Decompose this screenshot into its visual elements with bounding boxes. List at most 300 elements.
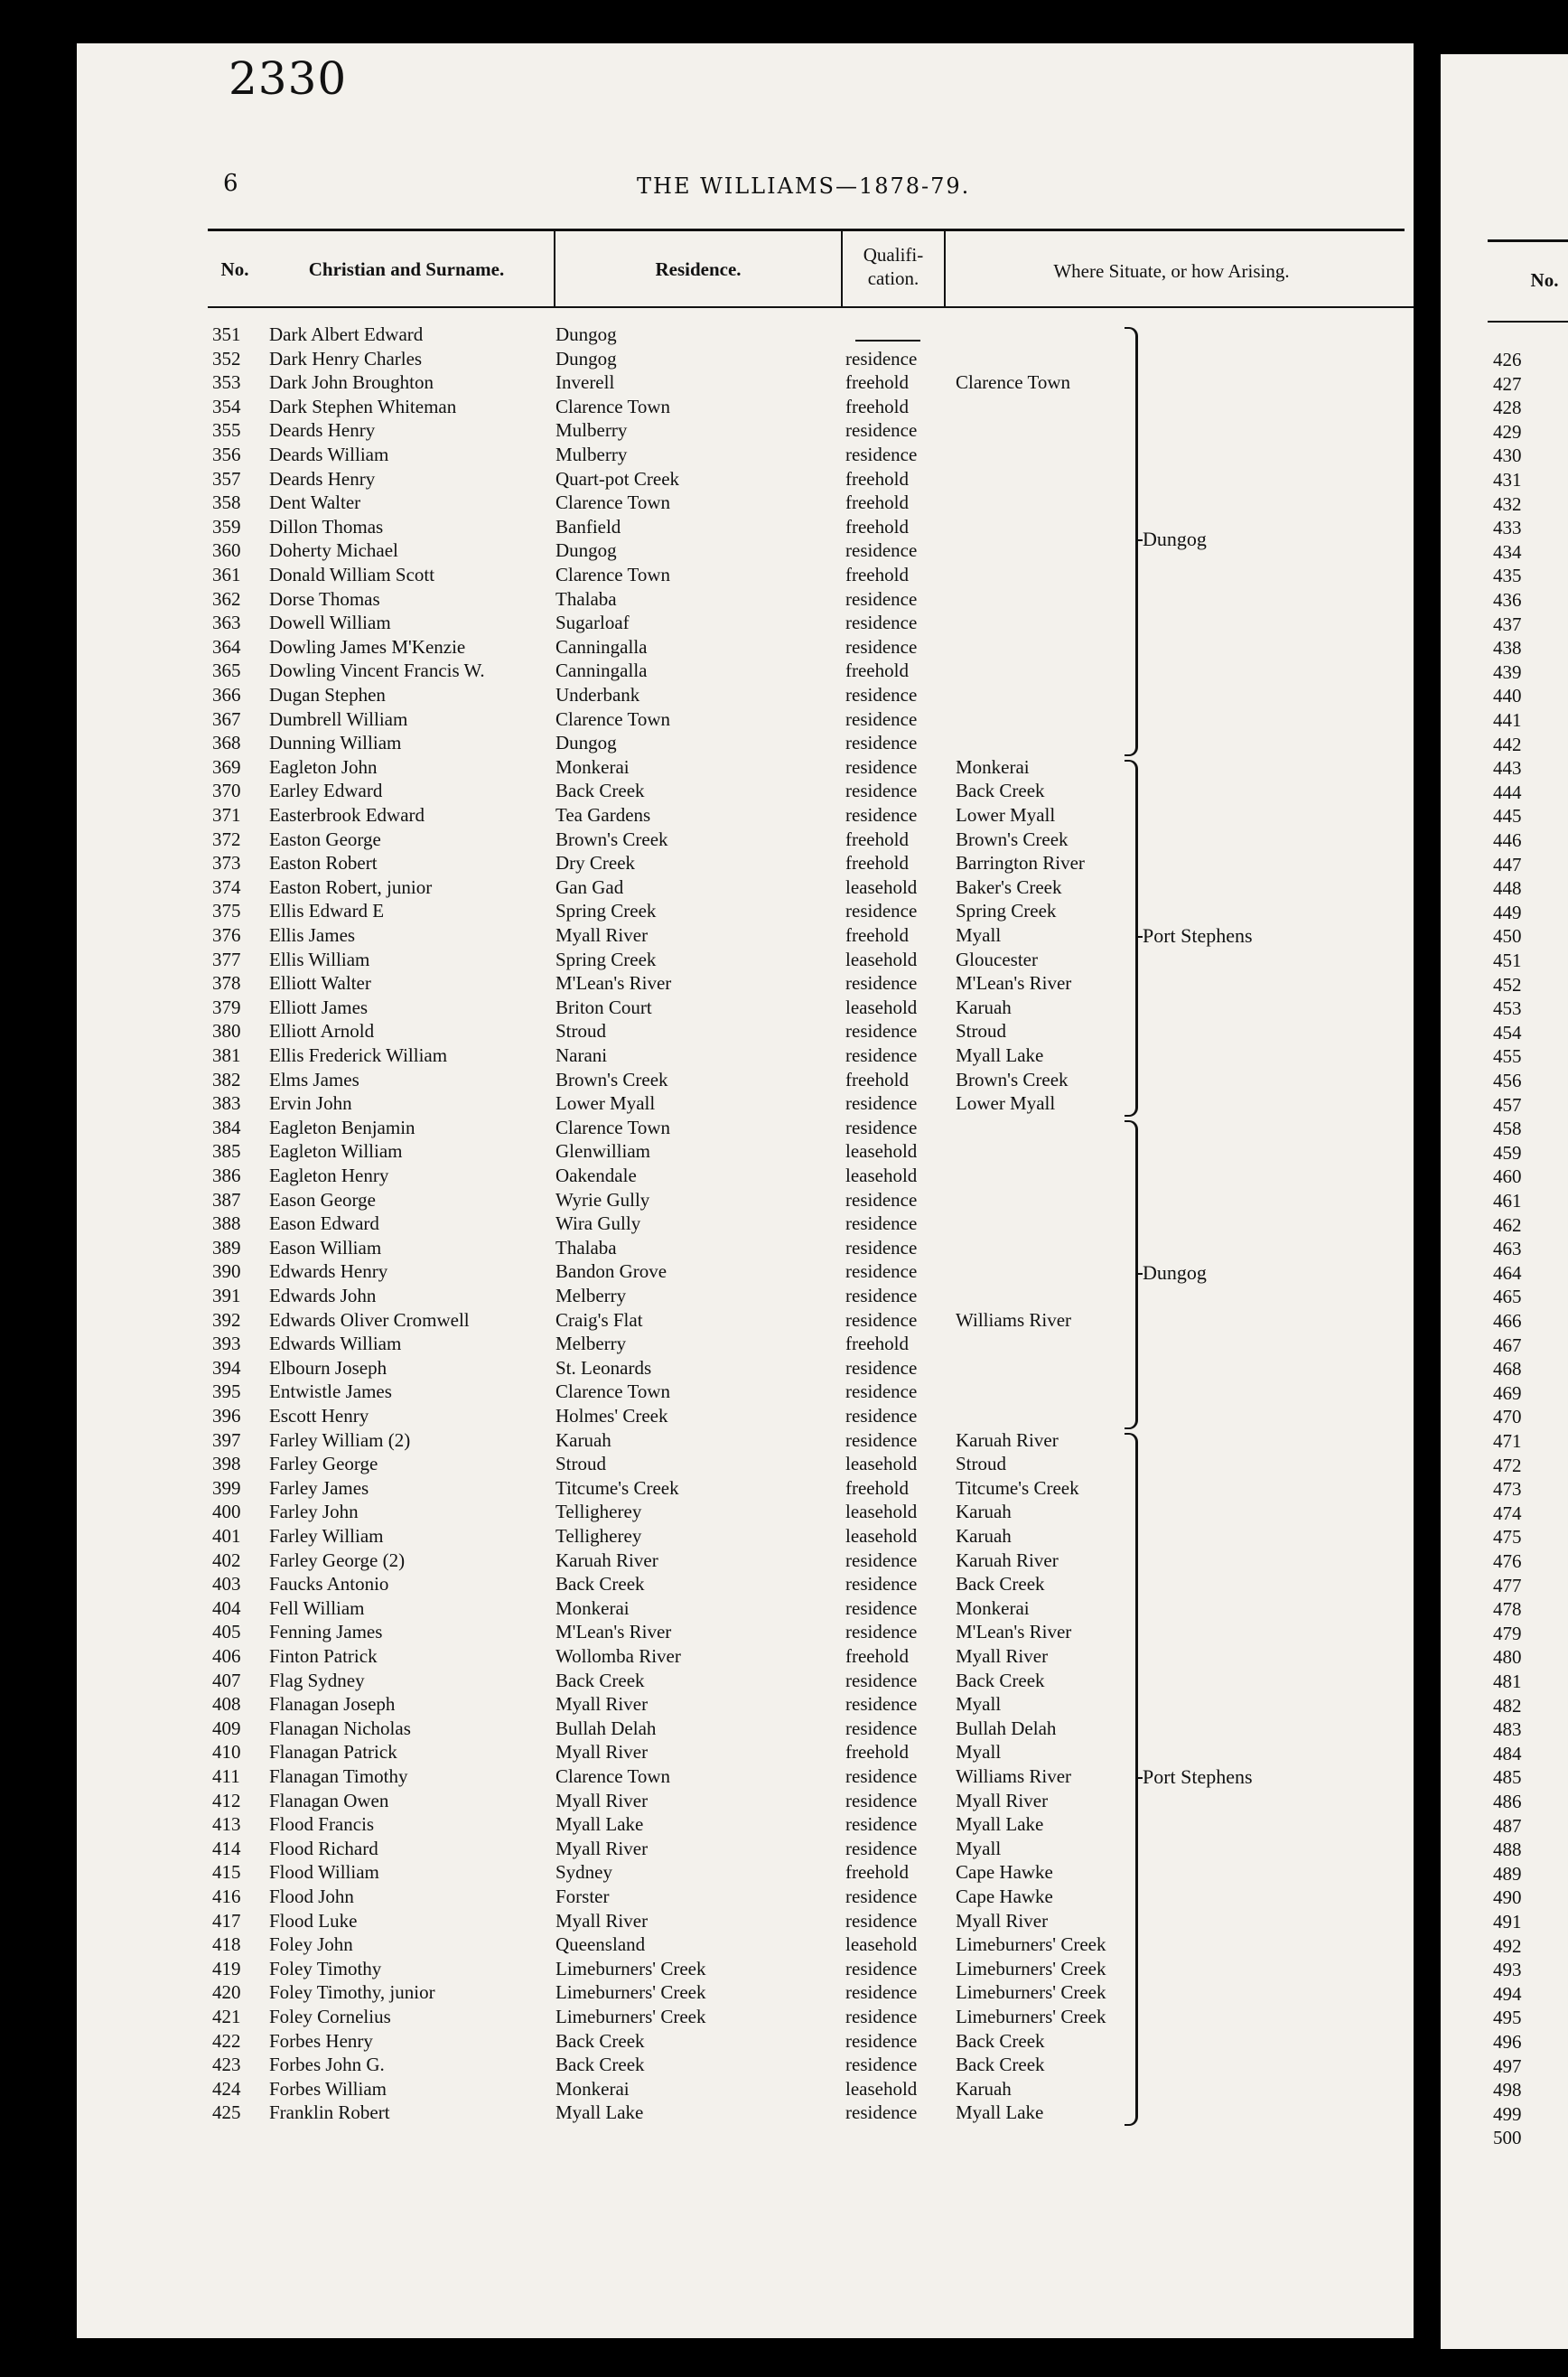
entry-where-situate: Lower Myall bbox=[956, 804, 1056, 826]
entry-name: Edwards Henry bbox=[269, 1260, 388, 1283]
entry-name: Flanagan Timothy bbox=[269, 1765, 408, 1787]
entry-where-situate: Back Creek bbox=[956, 2029, 1045, 2052]
entry-number: 389 bbox=[212, 1236, 241, 1259]
entry-name: Foley Timothy, junior bbox=[269, 1981, 435, 2004]
entry-name: Deards Henry bbox=[269, 419, 376, 442]
entry-number: 351 bbox=[212, 323, 241, 345]
entry-qualification: residence bbox=[845, 1813, 918, 1836]
entry-residence: Back Creek bbox=[555, 2054, 645, 2076]
entry-where-situate: Lower Myall bbox=[956, 1092, 1056, 1115]
right-entry-number: 430 bbox=[1493, 445, 1522, 467]
entry-qualification: leasehold bbox=[845, 1140, 918, 1163]
entry-number: 422 bbox=[212, 2029, 241, 2052]
entry-qualification: leasehold bbox=[845, 1525, 918, 1547]
entry-name: Farley William (2) bbox=[269, 1428, 411, 1451]
entry-residence: Mulberry bbox=[555, 444, 628, 465]
entry-qualification: residence bbox=[845, 539, 918, 562]
entry-residence: Stroud bbox=[555, 1020, 607, 1043]
entry-where-situate: Myall Lake bbox=[956, 2101, 1044, 2124]
entry-residence: Quart-pot Creek bbox=[555, 467, 680, 490]
entry-where-situate: Myall River bbox=[956, 1909, 1049, 1932]
right-entry-number: 447 bbox=[1493, 853, 1522, 875]
column-header-qualification-1: Qualifi- bbox=[863, 244, 924, 266]
entry-where-situate: Myall bbox=[956, 1837, 1002, 1859]
entry-qualification: residence bbox=[845, 1116, 918, 1138]
entry-where-situate: Williams River bbox=[956, 1765, 1072, 1787]
entry-number: 412 bbox=[212, 1789, 241, 1811]
right-entry-number: 455 bbox=[1493, 1045, 1522, 1068]
entry-qualification: leasehold bbox=[845, 1165, 918, 1186]
entry-residence: Thalaba bbox=[555, 587, 617, 610]
entry-qualification: freehold bbox=[845, 491, 909, 514]
entry-name: Ellis Frederick William bbox=[269, 1044, 448, 1066]
right-entry-number: 491 bbox=[1493, 1911, 1522, 1932]
entry-where-situate: Titcume's Creek bbox=[956, 1476, 1079, 1499]
entry-number: 411 bbox=[212, 1765, 240, 1787]
entry-where-situate: Spring Creek bbox=[956, 900, 1057, 922]
entry-number: 407 bbox=[212, 1669, 241, 1691]
right-entry-number: 500 bbox=[1493, 2127, 1522, 2149]
entry-number: 370 bbox=[212, 780, 241, 802]
entry-name: Dorse Thomas bbox=[269, 587, 380, 610]
entry-residence: Bandon Grove bbox=[555, 1260, 667, 1283]
right-entry-number: 434 bbox=[1493, 540, 1522, 563]
entry-name: Dark John Broughton bbox=[269, 371, 434, 394]
entry-name: Forbes Henry bbox=[269, 2029, 373, 2052]
entry-number: 406 bbox=[212, 1645, 241, 1667]
entry-name: Donald William Scott bbox=[269, 564, 435, 585]
entry-residence: Myall River bbox=[555, 1789, 649, 1811]
entry-where-situate: Back Creek bbox=[956, 1669, 1045, 1691]
entry-residence: Stroud bbox=[555, 1453, 607, 1475]
entry-name: Flanagan Joseph bbox=[269, 1693, 396, 1716]
entry-residence: Forster bbox=[555, 1886, 610, 1907]
entry-qualification: residence bbox=[845, 1212, 918, 1235]
entry-residence: Clarence Town bbox=[555, 491, 671, 514]
entry-qualification: residence bbox=[845, 1549, 918, 1571]
right-entry-number: 432 bbox=[1493, 492, 1522, 515]
entry-where-situate: Monkerai bbox=[956, 755, 1030, 778]
right-entry-number: 482 bbox=[1493, 1694, 1522, 1717]
entry-name: Escott Henry bbox=[269, 1405, 369, 1427]
entry-residence: Sugarloaf bbox=[555, 612, 630, 634]
group-bracket bbox=[1125, 1120, 1138, 1429]
entry-name: Ellis William bbox=[269, 948, 370, 970]
right-entry-number: 488 bbox=[1493, 1839, 1522, 1861]
entry-number: 417 bbox=[212, 1909, 241, 1932]
entry-number: 403 bbox=[212, 1573, 241, 1596]
right-entry-number: 426 bbox=[1493, 349, 1522, 370]
entry-number: 379 bbox=[212, 996, 241, 1018]
right-entry-number: 481 bbox=[1493, 1670, 1522, 1692]
entry-name: Dark Henry Charles bbox=[269, 347, 423, 370]
right-entry-number: 483 bbox=[1493, 1718, 1522, 1741]
entry-number: 362 bbox=[212, 587, 241, 610]
group-label: Port Stephens bbox=[1143, 924, 1253, 948]
entry-residence: Briton Court bbox=[555, 996, 652, 1018]
entry-qualification: residence bbox=[845, 1092, 918, 1115]
entry-residence: Karuah bbox=[555, 1428, 611, 1451]
entry-qualification: leasehold bbox=[845, 875, 918, 898]
entry-name: Ellis James bbox=[269, 924, 356, 946]
entry-number: 382 bbox=[212, 1068, 241, 1090]
right-entry-number: 458 bbox=[1493, 1118, 1522, 1140]
entry-name: Farley William bbox=[269, 1525, 384, 1547]
entry-name: Foley Cornelius bbox=[269, 2006, 391, 2027]
right-entry-number: 498 bbox=[1493, 2079, 1522, 2101]
entry-where-situate: Karuah bbox=[956, 2077, 1012, 2100]
entry-where-situate: Myall Lake bbox=[956, 1813, 1044, 1836]
right-entry-number: 433 bbox=[1493, 517, 1522, 539]
entry-name: Elbourn Joseph bbox=[269, 1356, 387, 1379]
group-label: Dungog bbox=[1143, 528, 1207, 551]
entry-number: 365 bbox=[212, 660, 241, 682]
entry-qualification: residence bbox=[845, 1356, 918, 1379]
right-entry-number: 431 bbox=[1493, 469, 1522, 491]
entry-qualification: residence bbox=[845, 1380, 918, 1403]
table-top-rule bbox=[208, 229, 1405, 231]
right-entry-number: 435 bbox=[1493, 565, 1522, 587]
entry-name: Franklin Robert bbox=[269, 2101, 390, 2124]
entry-number: 353 bbox=[212, 371, 241, 394]
entry-name: Eagleton Henry bbox=[269, 1165, 389, 1186]
entry-name: Easton Robert, junior bbox=[269, 875, 433, 898]
column-header-qualification-2: cation. bbox=[867, 267, 919, 289]
entry-residence: Back Creek bbox=[555, 2029, 645, 2052]
entry-name: Dunning William bbox=[269, 732, 402, 754]
entry-name: Foley Timothy bbox=[269, 1957, 382, 1979]
right-entry-number: 490 bbox=[1493, 1886, 1522, 1909]
entry-qualification: residence bbox=[845, 1837, 918, 1859]
entry-qualification: residence bbox=[845, 1886, 918, 1907]
entry-qualification: residence bbox=[845, 1405, 918, 1427]
entry-qualification: residence bbox=[845, 1596, 918, 1619]
entry-qualification: freehold bbox=[845, 1645, 909, 1667]
entry-where-situate: Stroud bbox=[956, 1453, 1007, 1475]
entry-qualification: residence bbox=[845, 1981, 918, 2004]
entry-qualification: residence bbox=[845, 2101, 918, 2124]
entry-qualification: residence bbox=[845, 1621, 918, 1643]
entry-qualification: residence bbox=[845, 1693, 918, 1716]
right-entry-number: 489 bbox=[1493, 1862, 1522, 1885]
entry-qualification: residence bbox=[845, 419, 918, 442]
right-entry-number: 466 bbox=[1493, 1310, 1522, 1332]
entry-qualification: residence bbox=[845, 444, 918, 465]
entry-name: Forbes William bbox=[269, 2077, 387, 2100]
entry-residence: Limeburners' Creek bbox=[555, 2006, 706, 2027]
entry-residence: Mulberry bbox=[555, 419, 628, 442]
entry-where-situate: Karuah bbox=[956, 996, 1012, 1018]
right-entry-number: 484 bbox=[1493, 1742, 1522, 1764]
entry-residence: Underbank bbox=[555, 684, 640, 706]
entry-name: Flanagan Patrick bbox=[269, 1741, 397, 1764]
entry-name: Dowling James M'Kenzie bbox=[269, 635, 466, 658]
manuscript-number: 2330 bbox=[229, 52, 348, 105]
entry-number: 425 bbox=[212, 2101, 241, 2124]
entry-qualification: freehold bbox=[845, 1861, 909, 1884]
right-entry-number: 477 bbox=[1493, 1574, 1522, 1596]
entry-residence: Monkerai bbox=[555, 1596, 630, 1619]
entry-residence: Narani bbox=[555, 1044, 608, 1066]
entry-name: Eagleton John bbox=[269, 755, 378, 778]
entry-residence: Dungog bbox=[555, 347, 617, 370]
entry-qualification: residence bbox=[845, 1020, 918, 1043]
right-entry-number: 439 bbox=[1493, 660, 1522, 683]
entry-name: Dark Stephen Whiteman bbox=[269, 395, 457, 417]
right-entry-number: 453 bbox=[1493, 997, 1522, 1020]
entry-residence: Tea Gardens bbox=[555, 804, 651, 826]
entry-name: Flood Richard bbox=[269, 1837, 378, 1859]
entry-number: 380 bbox=[212, 1020, 241, 1043]
right-entry-number: 499 bbox=[1493, 2102, 1522, 2125]
entry-number: 378 bbox=[212, 972, 241, 995]
entry-residence: Telligherey bbox=[555, 1525, 642, 1547]
entry-qualification: leasehold bbox=[845, 1501, 918, 1523]
entry-name: Flanagan Nicholas bbox=[269, 1717, 411, 1739]
entry-residence: Back Creek bbox=[555, 1669, 645, 1691]
column-header-no: No. bbox=[220, 258, 249, 280]
entry-name: Finton Patrick bbox=[269, 1645, 378, 1667]
entry-number: 384 bbox=[212, 1116, 241, 1138]
group-bracket-point bbox=[1135, 539, 1143, 541]
right-entry-number: 465 bbox=[1493, 1286, 1522, 1308]
right-entry-number: 486 bbox=[1493, 1791, 1522, 1812]
entry-name: Fenning James bbox=[269, 1621, 383, 1643]
right-entry-number: 448 bbox=[1493, 877, 1522, 900]
entry-number: 372 bbox=[212, 828, 241, 850]
right-entry-number: 464 bbox=[1493, 1261, 1522, 1284]
group-bracket bbox=[1125, 327, 1138, 756]
entry-residence: Dungog bbox=[555, 539, 617, 562]
entry-where-situate: Myall River bbox=[956, 1645, 1049, 1667]
entry-where-situate: Karuah bbox=[956, 1501, 1012, 1523]
entry-residence: Glenwilliam bbox=[555, 1140, 650, 1163]
entry-qualification: freehold bbox=[845, 395, 909, 417]
right-entry-number: 495 bbox=[1493, 2007, 1522, 2029]
entry-qualification: residence bbox=[845, 900, 918, 922]
entry-qualification: freehold bbox=[845, 371, 909, 394]
entry-number: 367 bbox=[212, 707, 241, 730]
entry-residence: Back Creek bbox=[555, 1573, 645, 1596]
entry-number: 418 bbox=[212, 1933, 241, 1956]
column-header-name: Christian and Surname. bbox=[308, 258, 505, 280]
entry-residence: Dungog bbox=[555, 732, 617, 754]
entry-qualification: residence bbox=[845, 612, 918, 634]
entry-qualification: freehold bbox=[845, 1333, 909, 1355]
entry-residence: Holmes' Creek bbox=[555, 1405, 668, 1427]
entry-number: 364 bbox=[212, 635, 241, 658]
entry-qualification: residence bbox=[845, 684, 918, 706]
entry-number: 374 bbox=[212, 875, 241, 898]
entry-qualification: residence bbox=[845, 1188, 918, 1211]
entry-number: 369 bbox=[212, 755, 241, 778]
right-entry-number: 428 bbox=[1493, 397, 1522, 419]
entry-number: 371 bbox=[212, 804, 241, 826]
entry-residence: Dry Creek bbox=[555, 852, 636, 875]
entry-number: 381 bbox=[212, 1044, 241, 1066]
entry-number: 409 bbox=[212, 1717, 241, 1739]
entry-name: Easterbrook Edward bbox=[269, 804, 425, 826]
entry-number: 399 bbox=[212, 1476, 241, 1499]
entry-number: 359 bbox=[212, 515, 241, 538]
entry-where-situate: Brown's Creek bbox=[956, 1068, 1069, 1090]
entry-name: Ervin John bbox=[269, 1092, 352, 1115]
entry-residence: St. Leonards bbox=[555, 1356, 652, 1379]
right-entry-number: 474 bbox=[1493, 1502, 1522, 1524]
entry-residence: M'Lean's River bbox=[555, 972, 672, 995]
entry-qualification: residence bbox=[845, 732, 918, 754]
right-entry-number: 427 bbox=[1493, 372, 1522, 395]
entry-number: 423 bbox=[212, 2054, 241, 2076]
entry-name: Easton Robert bbox=[269, 852, 378, 875]
entry-residence: Dungog bbox=[555, 323, 617, 345]
right-entry-number: 468 bbox=[1493, 1358, 1522, 1380]
entry-number: 405 bbox=[212, 1621, 241, 1643]
entry-qualification: freehold bbox=[845, 660, 909, 682]
entry-where-situate: Gloucester bbox=[956, 948, 1038, 970]
page-number: 6 bbox=[223, 170, 238, 197]
entry-residence: Clarence Town bbox=[555, 1116, 671, 1138]
entry-number: 376 bbox=[212, 924, 241, 946]
right-entry-number: 479 bbox=[1493, 1622, 1522, 1644]
entry-residence: Queensland bbox=[555, 1933, 646, 1956]
entry-number: 416 bbox=[212, 1886, 241, 1907]
entry-residence: Titcume's Creek bbox=[555, 1476, 679, 1499]
entry-where-situate: Back Creek bbox=[956, 1573, 1045, 1596]
entry-where-situate: Stroud bbox=[956, 1020, 1007, 1043]
entry-qualification: leasehold bbox=[845, 1453, 918, 1475]
entry-qualification: freehold bbox=[845, 924, 909, 946]
right-entry-number: 429 bbox=[1493, 420, 1522, 443]
entry-where-situate: Myall bbox=[956, 924, 1002, 946]
entry-qualification: leasehold bbox=[845, 996, 918, 1018]
entry-number: 401 bbox=[212, 1525, 241, 1547]
entry-qualification: residence bbox=[845, 707, 918, 730]
right-entry-number: 436 bbox=[1493, 589, 1522, 611]
right-entry-number: 469 bbox=[1493, 1381, 1522, 1404]
entry-name: Farley James bbox=[269, 1476, 369, 1499]
entry-residence: Myall River bbox=[555, 1837, 649, 1859]
entry-name: Foley John bbox=[269, 1933, 353, 1956]
entry-qualification: leasehold bbox=[845, 948, 918, 970]
entry-qualification: residence bbox=[845, 972, 918, 995]
right-entry-number: 443 bbox=[1493, 757, 1522, 780]
entry-residence: Clarence Town bbox=[555, 707, 671, 730]
right-entry-number: 461 bbox=[1493, 1190, 1522, 1212]
entry-number: 424 bbox=[212, 2077, 241, 2100]
entry-number: 394 bbox=[212, 1356, 241, 1379]
entry-residence: Myall Lake bbox=[555, 1813, 644, 1836]
entry-name: Forbes John G. bbox=[269, 2054, 385, 2076]
entry-residence: Brown's Creek bbox=[555, 828, 668, 850]
entry-number: 414 bbox=[212, 1837, 241, 1859]
entry-name: Elliott Arnold bbox=[269, 1020, 375, 1043]
entry-number: 377 bbox=[212, 948, 241, 970]
entry-name: Eagleton William bbox=[269, 1140, 403, 1163]
entry-number: 395 bbox=[212, 1380, 241, 1403]
entry-name: Easton George bbox=[269, 828, 381, 850]
right-column-header-no: No. bbox=[1530, 269, 1559, 291]
entry-number: 375 bbox=[212, 900, 241, 922]
entry-number: 404 bbox=[212, 1596, 241, 1619]
entry-qualification: residence bbox=[845, 1909, 918, 1932]
entry-residence: Gan Gad bbox=[555, 875, 624, 898]
entry-number: 354 bbox=[212, 395, 241, 417]
entry-residence: Limeburners' Creek bbox=[555, 1981, 706, 2004]
entry-residence: Clarence Town bbox=[555, 1765, 671, 1787]
entry-residence: Lower Myall bbox=[555, 1092, 656, 1115]
entry-number: 385 bbox=[212, 1140, 241, 1163]
entry-number: 393 bbox=[212, 1333, 241, 1355]
entry-number: 400 bbox=[212, 1501, 241, 1523]
column-header-residence: Residence. bbox=[655, 258, 742, 280]
right-entry-number: 438 bbox=[1493, 637, 1522, 660]
right-entry-number: 485 bbox=[1493, 1766, 1522, 1789]
group-label: Dungog bbox=[1143, 1260, 1207, 1284]
entry-qualification: freehold bbox=[845, 515, 909, 538]
entry-number: 352 bbox=[212, 347, 241, 370]
entry-name: Flood Luke bbox=[269, 1909, 358, 1932]
entry-name: Dent Walter bbox=[269, 491, 361, 514]
entry-residence: Oakendale bbox=[555, 1165, 637, 1186]
entry-residence: Monkerai bbox=[555, 2077, 630, 2100]
entry-residence: Clarence Town bbox=[555, 395, 671, 417]
right-entry-number: 449 bbox=[1493, 901, 1522, 923]
entry-where-situate: Limeburners' Creek bbox=[956, 1981, 1106, 2004]
entry-residence: Myall River bbox=[555, 1909, 649, 1932]
entry-qualification: residence bbox=[845, 2006, 918, 2027]
entry-qualification: leasehold bbox=[845, 1933, 918, 1956]
entry-where-situate: Baker's Creek bbox=[956, 875, 1062, 898]
entry-name: Dillon Thomas bbox=[269, 515, 384, 538]
right-page-header-rule bbox=[1488, 321, 1568, 323]
column-header-where: Where Situate, or how Arising. bbox=[1053, 260, 1290, 282]
right-entry-number: 454 bbox=[1493, 1021, 1522, 1043]
entry-name: Ellis Edward E bbox=[269, 900, 385, 922]
entry-name: Edwards William bbox=[269, 1333, 402, 1355]
entry-number: 408 bbox=[212, 1693, 241, 1716]
entry-residence: Karuah River bbox=[555, 1549, 658, 1571]
entry-qualification: residence bbox=[845, 1765, 918, 1787]
entry-name: Deards William bbox=[269, 444, 389, 465]
entry-residence: Bullah Delah bbox=[555, 1717, 657, 1739]
right-entry-number: 476 bbox=[1493, 1550, 1522, 1572]
group-bracket bbox=[1125, 760, 1138, 1117]
entry-where-situate: Cape Hawke bbox=[956, 1886, 1053, 1907]
entry-residence: Clarence Town bbox=[555, 564, 671, 585]
entry-where-situate: Cape Hawke bbox=[956, 1861, 1053, 1884]
entry-qualification: freehold bbox=[845, 828, 909, 850]
right-entry-number: 462 bbox=[1493, 1213, 1522, 1236]
entry-number: 396 bbox=[212, 1405, 241, 1427]
entry-qualification: freehold bbox=[845, 1741, 909, 1764]
entry-name: Farley George bbox=[269, 1453, 378, 1475]
entry-residence: Monkerai bbox=[555, 755, 630, 778]
entry-qualification: freehold bbox=[845, 467, 909, 490]
entry-name: Doherty Michael bbox=[269, 539, 398, 562]
entry-residence: Canningalla bbox=[555, 635, 648, 658]
right-entry-number: 446 bbox=[1493, 829, 1522, 851]
right-entry-number: 492 bbox=[1493, 1934, 1522, 1957]
entry-qualification: residence bbox=[845, 1717, 918, 1739]
entry-residence: Myall River bbox=[555, 924, 649, 946]
entry-where-situate: Karuah River bbox=[956, 1549, 1059, 1571]
right-page-top-rule bbox=[1488, 239, 1568, 242]
right-page-edge bbox=[1441, 54, 1568, 2349]
right-entry-number: 480 bbox=[1493, 1646, 1522, 1669]
entry-name: Eason William bbox=[269, 1236, 382, 1259]
entry-residence: Clarence Town bbox=[555, 1380, 671, 1403]
